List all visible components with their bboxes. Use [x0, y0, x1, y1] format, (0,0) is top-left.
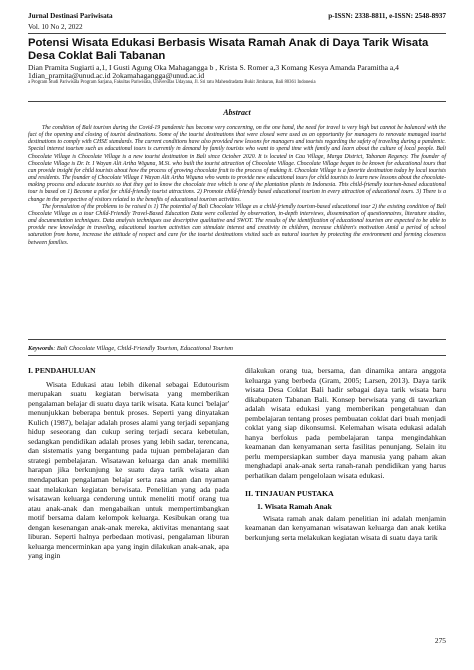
introduction-paragraph: Wisata Edukasi atau lebih dikenal sebagai Edutourism merupakan suatu kegiatan berwisata yang memberikan pengalaman belajar di suatu daya tarik wisata. Kata kunci 'belajar' menunjukkan beberapa bentuk proses. Seperti yang dinyatakan Kulich (1987), belajar adalah proses alami yang terjadi sepanjang hidup seseorang dan cukup sering terjadi secara kebetulan, sedangkan pendidikan adalah proses yang lebih sadar, terencana, dan sistematis yang bergantung pada tujuan pembelajaran dan strategi pembelajaran. Wisatawan keluarga dan anak memiliki harapan jika berkunjung ke suatu daya tarik wisata akan mendapatkan pengalaman belajar serta rasa aman dan nyaman saat melakukan kegiatan berwisata. Penelitian yang ada pada wisatawan keluarga cenderung untuk meneliti motif orang tua atau anak-anak dan mengabaikan untuk mempertimbangkan motif bersama dalam kelompok keluarga. Kesibukan orang tua dengan kesenangan anak-anak mereka, aktivitas menantang saat liburan. Seperti halnya perbedaan motivasi, pengalaman liburan keluarga mencerminkan apa yang ingin dilakukan anak-anak, apa yang ingin	[28, 379, 229, 561]
journal-name: Jurnal Destinasi Pariwisata	[28, 12, 113, 20]
section-heading-literature: II. TINJAUAN PUSTAKA	[245, 488, 334, 498]
header-divider	[28, 33, 446, 34]
keywords-line	[28, 345, 448, 352]
paper-title: Potensi Wisata Edukasi Berbasis Wisata Ramah Anak di Daya Tarik Wisata Desa Coklat Bali Tabanan	[28, 37, 429, 62]
volume-info: Vol. 10 No 2, 2022	[28, 23, 83, 31]
abstract-bottom-rule	[28, 339, 446, 340]
literature-paragraph: Wisata ramah anak dalam penelitian ini adalah menjamin keamanan dan kenyamanan wisatawan keluarga dan anak ketika berkunjung serta melakukan kegiatan wisata di suatu daya tarik	[245, 513, 446, 542]
abstract-text	[28, 125, 446, 247]
abstract-paragraph-2: The formulation of the problems to be raised is 1) The potential of Bali Chocolate Village as a child-friendly tourism-based educational tour 2) the existing condition of Bali Chocolate Village as a tour Child-Friendly Travel-Based Education Data were collected by observation, in-depth interviews, dissemination of questionnaires, literature studies, and documentation techniques. Data analysis techniques use descriptive qualitative and SWOT. The results of the identification of educational tourism are expected to be able to provide new knowledge in traveling, educational tourism activities can stimulate interest and creativity in children, increase children's motivation Amid a period of school saturation from home, increase the attitude of respect and care for the tourist destinations visited such as natural tourism by protecting the environment and forming closeness between families.	[28, 203, 446, 246]
abstract-top-rule	[28, 101, 446, 102]
keywords-rule	[28, 355, 446, 356]
issn-info: p-ISSN: 2338-8811, e-ISSN: 2548-8937	[328, 12, 446, 20]
author-affiliation: a Program Studi Pariwisata Program Sarjana, Fakultas Pariwisata, Universitas Udayana, Jl. Sri ratu Mahendradatta Bukit Jimbaran, Bali 80361 Indonesia	[28, 80, 316, 85]
author-list: Dian Pramita Sugiarti a,1, I Gusti Agung Oka Mahagangga b , Krista S. Romer a,3 Komang Kesya Amanda Paramitha a,4	[28, 63, 399, 72]
abstract-paragraph-1: The condition of Bali tourism during the Covid-19 pandemic has become very concerning, on the one hand, the need for travel is very high but cannot be balanced with the fact of the opening and closing of tourist destinations. Some of the tourist destinations that were closed were used as an opportunity for managers to renovate managed tourist destinations to comply with CHSE standards. The current conditions have also provided new lessons for managers and tourists regarding the safety of traveling during a pandemic. Special interest tourism such as educational tours is currently in demand by family tourists who want to spend time with family and learn about the culture of local people. Bali Chocolate Village is Chocolate Village is a new tourist destination in Bali since October 2020. It is located in Cau Village, Marga District, Tabanan Regency. The founder of Chocolate Village is Dr. Ir. I Wayan Alit Artha Wiguna, M.Si. who built the tourist attraction of Chocolate Village. Chocolate Village began to be known for educational tours that can provide insight for child tourists about how the process of growing chocolate fruit to the process of making it. Chocolate Village is a favorite destination today by local tourists and residents. The founder of Chocolate Village I Wayan Alit Artha Wiguna who wants to provide new educational tours for child tourists to learn new lessons about the chocolate-making process and educate tourists so that they get to know the chocolate tree which is one of the plantation plants in Indonesia. This child-friendly tourism-based educational tour is based on 1) Become a pilot for child-friendly tourist attractions. 2) Promote child-friendly based educational tourism in every attraction of educational tours. 3) There is a change in the perspective of visitors related to the benefits of educational tourism activities.	[28, 125, 446, 203]
abstract-block	[28, 108, 446, 247]
keywords-value: : Bali Chocolate Village, Child-Friendly Tourism, Educational Tourism	[53, 345, 233, 352]
page-number: 275	[434, 636, 446, 645]
body-column-left	[28, 366, 229, 561]
section-heading-introduction: I. PENDAHULUAN	[28, 366, 96, 375]
introduction-continued: dilakukan orang tua, bersama, dan dinamika antara anggota keluarga yang berbeda (Gram, 2005; Larsen, 2013). Daya tarik wisata Desa Coklat Bali hadir sebagai daya tarik wisata baru dikabupaten Tabanan Bali. Konsep berwisata yang di tawarkan adalah wisata edukasi yang memberikan pengetahuan dan pembelajaran tentang proses pembuatan coklat dari buah menjadi coklat yang siap dikonsumsi. Kelemahan wisata edukasi adalah hanya berfokus pada pembelajaran tanpa mengindahkan keamanan dan kenyamanan serta fasilitas penunjang. Selain itu perlu mempersiapkan sumber daya manusia yang paham akan menghadapi anak-anak serta ranah-ranah pendidikan yang harus perhatikan dalam pengelolaan wisata edukasi.	[245, 366, 446, 481]
abstract-heading: Abstract	[223, 108, 251, 117]
author-emails: 1dian_pramita@unud.ac.id 2okamahagangga@unud.ac.id	[28, 71, 205, 80]
subsection-heading-child-friendly: 1. Wisata Ramah Anak	[257, 502, 332, 512]
body-column-right	[245, 366, 446, 542]
keywords-label: Keywords	[28, 345, 54, 352]
